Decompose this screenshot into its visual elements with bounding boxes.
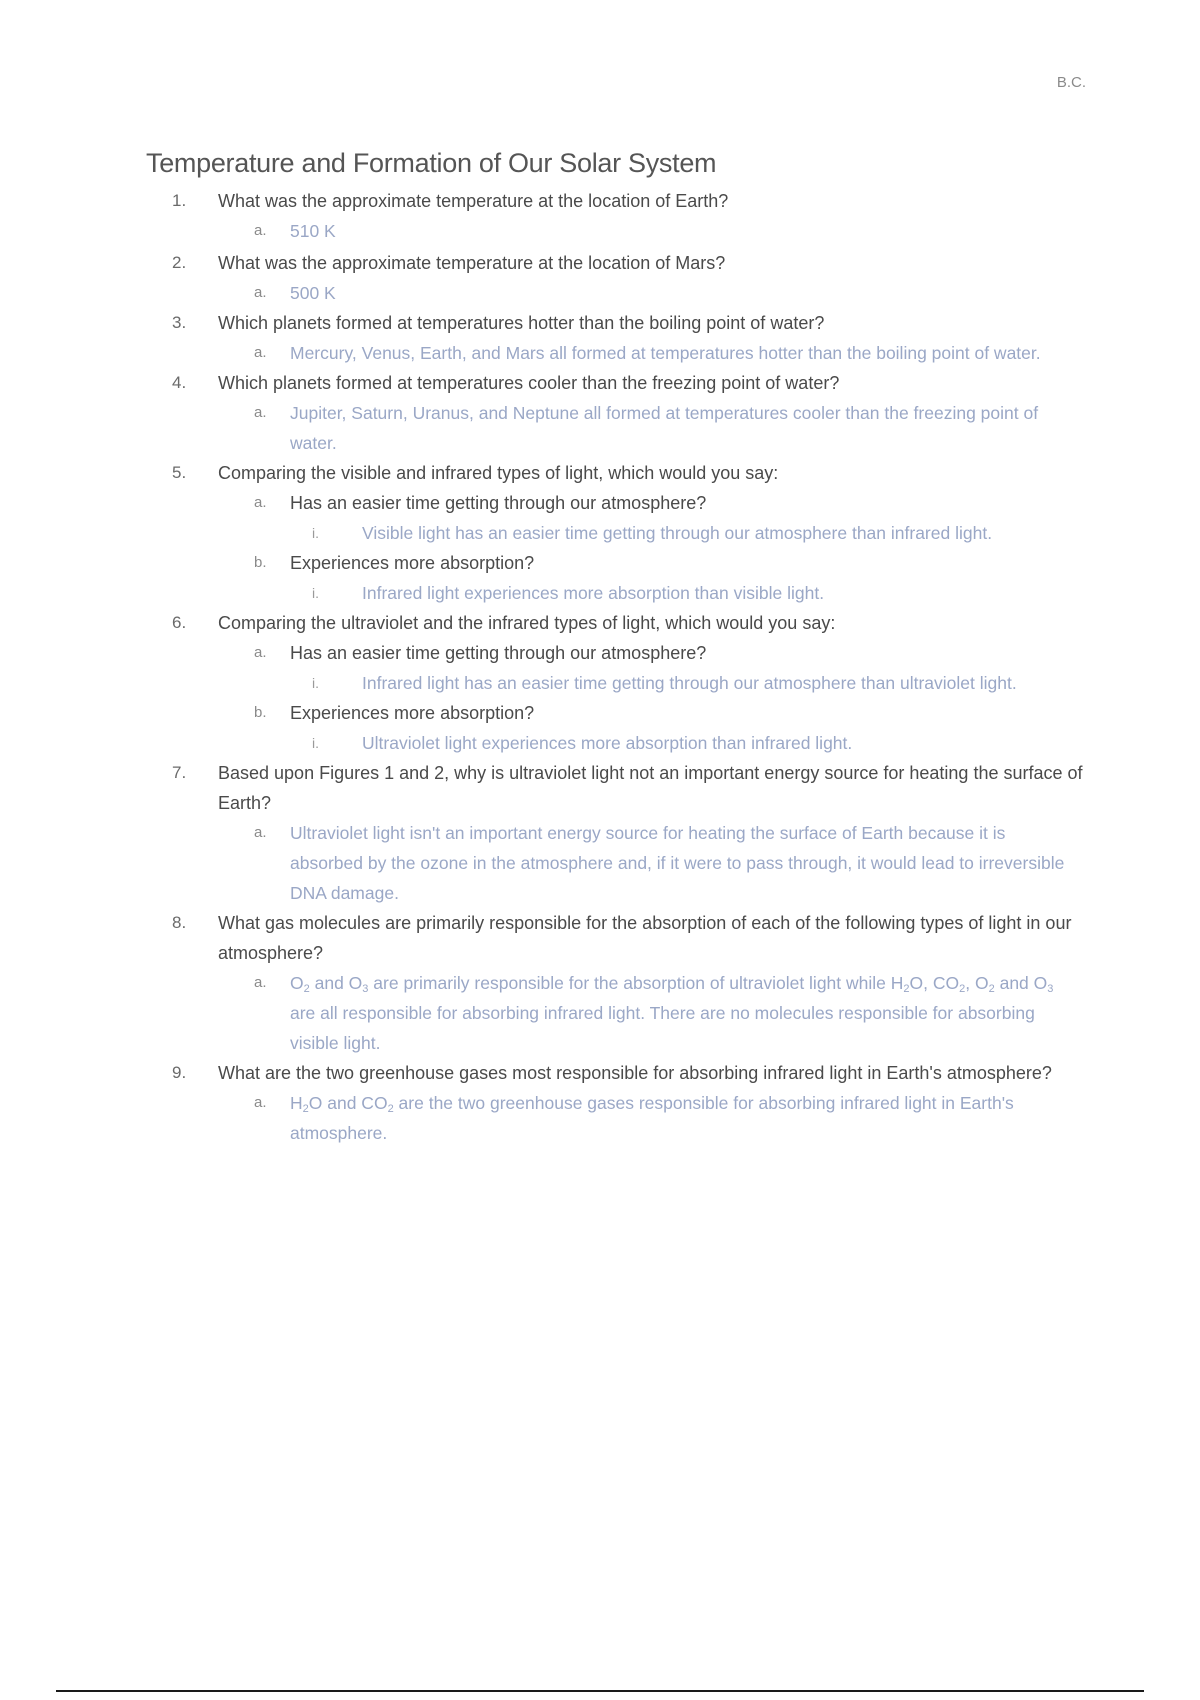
question-number: 1. (172, 191, 187, 210)
subquestion-marker: b. (254, 704, 267, 721)
question-text: Comparing the visible and infrared types of light, which would you say: (218, 463, 779, 483)
question-text: What was the approximate temperature at the location of Earth? (218, 191, 729, 211)
answer-marker: a. (254, 1094, 267, 1111)
question-item (0, 908, 1200, 1058)
answer-text: Infrared light has an easier time getting through our atmosphere than ultraviolet light. (362, 673, 1017, 693)
question-number: 8. (172, 913, 187, 932)
question-item (0, 368, 1200, 458)
answer-text: 500 K (290, 283, 336, 303)
question-number: 4. (172, 373, 187, 392)
answer-marker: i. (312, 525, 319, 541)
footer-rule (56, 1690, 1144, 1692)
question-number: 7. (172, 763, 187, 782)
subscript: 3 (362, 983, 369, 995)
answer-marker: a. (254, 974, 267, 991)
question-number: 6. (172, 613, 187, 632)
question-item (0, 308, 1200, 368)
question-text: Which planets formed at temperatures hotter than the boiling point of water? (218, 313, 825, 333)
answer-marker: a. (254, 824, 267, 841)
answer-text: Ultraviolet light isn't an important energy source for heating the surface of Earth because it is absorbed by the ozone in the atmosphere and, if it were to pass through, it would lead to irreversible DNA damage. (290, 823, 1065, 903)
answer-marker: i. (312, 585, 319, 601)
subscript: 2 (302, 1103, 309, 1115)
question-text: Comparing the ultraviolet and the infrared types of light, which would you say: (218, 613, 836, 633)
question-number: 3. (172, 313, 187, 332)
answer-text: Mercury, Venus, Earth, and Mars all formed at temperatures hotter than the boiling point of water. (290, 343, 1041, 363)
subscript: 2 (903, 983, 910, 995)
answer-text: 510 K (290, 221, 336, 241)
answer-marker: a. (254, 284, 267, 301)
subquestion-marker: b. (254, 554, 267, 571)
question-number: 5. (172, 463, 187, 482)
answer-marker: a. (254, 404, 267, 421)
answer-text: Infrared light experiences more absorption than visible light. (362, 583, 825, 603)
question-item (0, 608, 1200, 758)
page-title: Temperature and Formation of Our Solar System (146, 148, 717, 178)
subscript: 2 (303, 983, 310, 995)
question-list (0, 186, 1200, 1148)
subquestion-text: Has an easier time getting through our atmosphere? (290, 643, 707, 663)
question-number: 9. (172, 1063, 187, 1082)
subquestion-text: Experiences more absorption? (290, 703, 535, 723)
question-number: 2. (172, 253, 187, 272)
subscript: 3 (1047, 983, 1054, 995)
subquestion-marker: a. (254, 494, 267, 511)
subscript: 2 (387, 1103, 394, 1115)
answer-text: $H_2O$ and $CO_2$ are the two greenhouse gases responsible for absorbing infrared light in Earth's atmosphere. (290, 1093, 1014, 1143)
question-text: Based upon Figures 1 and 2, why is ultraviolet light not an important energy source for heating the surface of Earth? (218, 763, 1083, 813)
question-item (0, 458, 1200, 608)
question-item (0, 248, 1200, 308)
answer-text: Ultraviolet light experiences more absorption than infrared light. (362, 733, 853, 753)
answer-text: Visible light has an easier time getting through our atmosphere than infrared light. (362, 523, 993, 543)
answer-text: Jupiter, Saturn, Uranus, and Neptune all formed at temperatures cooler than the freezing point of water. (290, 403, 1039, 453)
question-text: What was the approximate temperature at the location of Mars? (218, 253, 726, 273)
answer-marker: a. (254, 222, 267, 239)
question-text: What gas molecules are primarily responsible for the absorption of each of the following types of light in our atmosphere? (218, 913, 1072, 963)
answer-marker: i. (312, 675, 319, 691)
subquestion-marker: a. (254, 644, 267, 661)
answer-marker: i. (312, 735, 319, 751)
question-text: What are the two greenhouse gases most responsible for absorbing infrared light in Earth's atmosphere? (218, 1063, 1052, 1083)
answer-marker: a. (254, 344, 267, 361)
subscript: 2 (959, 983, 966, 995)
question-item (0, 1058, 1200, 1148)
subquestion-text: Experiences more absorption? (290, 553, 535, 573)
question-item (0, 186, 1200, 246)
subquestion-text: Has an easier time getting through our atmosphere? (290, 493, 707, 513)
question-text: Which planets formed at temperatures cooler than the freezing point of water? (218, 373, 840, 393)
subscript: 2 (988, 983, 995, 995)
answer-text: $O_2$ and $O_3$ are primarily responsible for the absorption of ultraviolet light while $H_2O$, $CO_2$, $O_2$ and $O_3$ are all responsible for absorbing infrared light. There are no molecules responsible for absorbing visible light. (290, 973, 1054, 1053)
author-initials: B.C. (1056, 74, 1086, 91)
question-item (0, 758, 1200, 908)
